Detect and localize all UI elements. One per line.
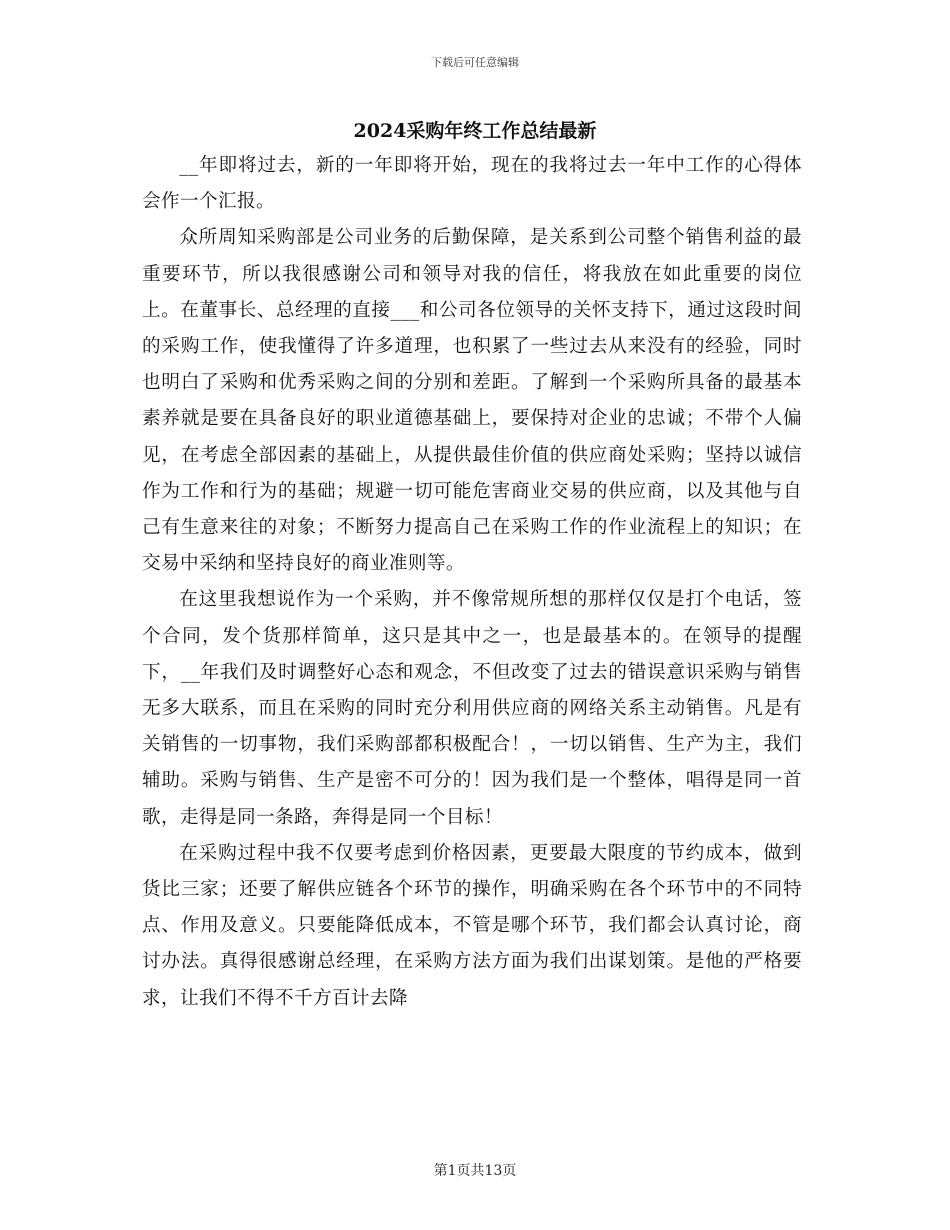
paragraph-4: 在采购过程中我不仅要考虑到价格因素，更要最大限度的节约成本，做到货比三家；还要了解供应链各个环节的操作，明确采购在各个环节中的不同特点、作用及意义。只要能降低成本，不管是哪个环节，我们都会认真讨论，商讨办法。真得很感谢总经理，在采购方法方面为我们出谋划策。是他的严格要求，让我们不得不千方百计去降 [142,842,802,1009]
page-number: 第1页共13页 [433,1163,517,1179]
paragraph-3: 在这里我想说作为一个采购，并不像常规所想的那样仅仅是打个电话，签个合同，发个货那样简单，这只是其中之一，也是最基本的。在领导的提醒下，__年我们及时调整好心态和观念，不但改变了过去的错误意识采购与销售无多大联系，而且在采购的同时充分利用供应商的网络关系主动销售。凡是有关销售的一切事物，我们采购部都积极配合！，一切以销售、生产为主，我们辅助。采购与销售、生产是密不可分的！因为我们是一个整体，唱得是同一首歌，走得是同一条路，奔得是同一个目标！ [142,589,802,828]
paragraph-2: 众所周知采购部是公司业务的后勤保障，是关系到公司整个销售利益的最重要环节，所以我很感谢公司和领导对我的信任，将我放在如此重要的岗位上。在董事长、总经理的直接___和公司各位领导的关怀支持下，通过这段时间的采购工作，使我懂得了许多道理，也积累了一些过去从来没有的经验，同时也明白了采购和优秀采购之间的分别和差距。了解到一个采购所具备的最基本素养就是要在具备良好的职业道德基础上，要保持对企业的忠诚；不带个人偏见，在考虑全部因素的基础上，从提供最佳价值的供应商处采购；坚持以诚信作为工作和行为的基础；规避一切可能危害商业交易的供应商，以及其他与自己有生意来往的对象；不断努力提高自己在采购工作的作业流程上的知识；在交易中采纳和坚持良好的商业准则等。 [142,227,802,575]
paragraph-1: __年即将过去，新的一年即将开始，现在的我将过去一年中工作的心得体会作一个汇报。 [142,155,802,213]
header-note: 下载后可任意编辑 [431,56,519,69]
document-title: 2024采购年终工作总结最新 [353,120,597,142]
document-body [142,148,802,1017]
